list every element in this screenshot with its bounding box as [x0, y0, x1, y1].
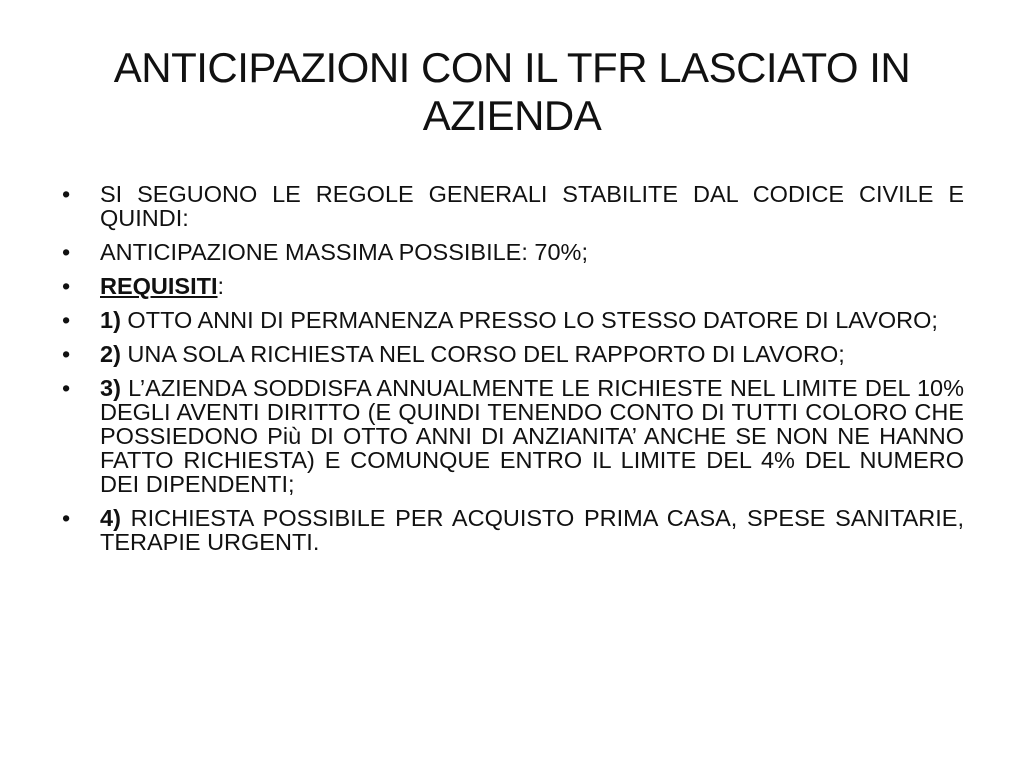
bullet-item-max-advance [62, 240, 964, 264]
bullet-text: UNA SOLA RICHIESTA NEL CORSO DEL RAPPORTO DI LAVORO; [120, 341, 845, 367]
bullet-text: ANTICIPAZIONE MASSIMA POSSIBILE: 70%; [100, 239, 588, 265]
bullet-dot: • [62, 273, 71, 299]
bullet-item-rules [62, 182, 964, 230]
bullet-text: L’AZIENDA SODDISFA ANNUALMENTE LE RICHIESTE NEL LIMITE DEL 10% DEGLI AVENTI DIRITTO (E QUINDI TENENDO CONTO DI TUTTI COLORO CHE POSSIEDONO Più DI OTTO ANNI DI ANZIANITA’ ANCHE SE NON NE HANNO FATTO RICHIESTA) E COMUNQUE ENTRO IL LIMITE DEL 4% DEL NUMERO DEI DIPENDENTI; [100, 375, 964, 497]
bullet-text: RICHIESTA POSSIBILE PER ACQUISTO PRIMA CASA, SPESE SANITARIE, TERAPIE URGENTI. [100, 505, 964, 555]
bullet-text: OTTO ANNI DI PERMANENZA PRESSO LO STESSO DATORE DI LAVORO; [120, 307, 938, 333]
bullet-dot: • [62, 341, 71, 367]
bullet-dot: • [62, 307, 71, 333]
requirement-number: 4) [100, 505, 121, 531]
bullet-dot: • [62, 181, 71, 207]
slide-title: ANTICIPAZIONI CON IL TFR LASCIATO IN AZIENDA [113, 44, 911, 139]
bullet-dot: • [62, 505, 71, 531]
bullet-dot: • [62, 375, 71, 401]
requirements-colon: : [217, 273, 225, 299]
bullet-list [62, 182, 964, 564]
bullet-text: SI SEGUONO LE REGOLE GENERALI STABILITE DAL CODICE CIVILE E QUINDI: [100, 181, 964, 231]
bullet-item-requirements [62, 274, 964, 298]
bullet-item-requirement-1 [62, 308, 964, 332]
requirement-number: 1) [100, 307, 121, 333]
requirement-number: 3) [100, 375, 121, 401]
bullet-item-requirement-4 [62, 506, 964, 554]
bullet-item-requirement-3 [62, 376, 964, 496]
requirement-number: 2) [100, 341, 121, 367]
bullet-dot: • [62, 239, 71, 265]
bullet-item-requirement-2 [62, 342, 964, 366]
requirements-label: REQUISITI [100, 273, 218, 299]
